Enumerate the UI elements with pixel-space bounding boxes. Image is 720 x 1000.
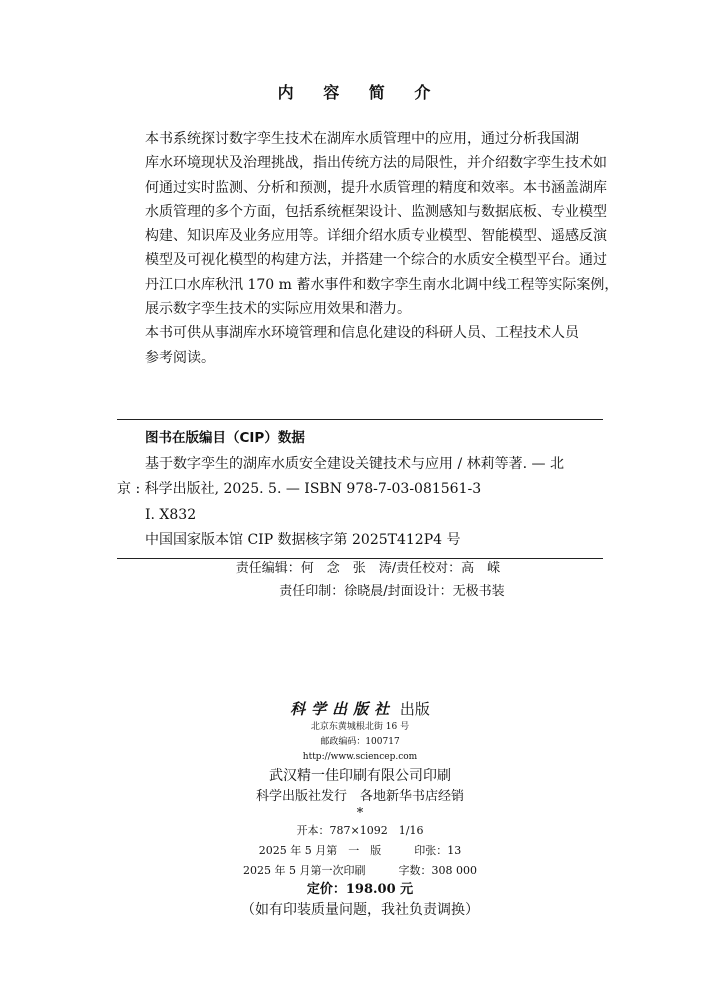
publisher-line [0, 698, 720, 720]
format-line: 开本：787×1092 1/16 [296, 824, 424, 837]
publisher-url: http://www.sciencep.com [302, 752, 418, 762]
summary-paragraph-1 [117, 127, 619, 321]
printing-line: 2025 年 5 月第一次印刷 字数：308 000 [243, 864, 477, 877]
summary-section [117, 127, 619, 370]
cip-data-block [117, 419, 603, 559]
cip-line: 基于数字孪生的湖库水质安全建设关键技术与应用 / 林莉等著. — 北 [145, 455, 564, 472]
price-line: 定价：198.00 元 [306, 882, 414, 897]
publisher-address: 北京东黄城根北街 16 号 [310, 722, 410, 732]
publisher-postcode: 邮政编码：100717 [320, 737, 400, 747]
quality-note: （如有印装质量问题，我社负责调换） [241, 902, 479, 918]
publication-info [0, 698, 720, 921]
separator-star: * [356, 806, 364, 821]
summary-line: 本书系统探讨数字孪生技术在湖库水质管理中的应用，通过分析我国湖 [145, 131, 579, 147]
cip-heading: 图书在版编目（CIP）数据 [145, 430, 305, 446]
publisher-logo: 科学出版社 [290, 700, 396, 718]
summary-line: 库水环境现状及治理挑战，指出传统方法的局限性，并介绍数字孪生技术如 [145, 155, 607, 172]
cip-line: 中国国家版本馆 CIP 数据核字第 2025T412P4 号 [145, 532, 461, 548]
publisher-suffix: 出版 [399, 700, 430, 718]
summary-line: 模型及可视化模型的构建方法，并搭建一个综合的水质安全模型平台。通过 [145, 252, 607, 269]
summary-line: 丹江口水库秋汛 170 m 蓄水事件和数字孪生南水北调中线工程等实际案例， [145, 276, 619, 293]
editor-credits: 责任编辑：何 念 张 涛/责任校对：高 嵘 [235, 561, 501, 576]
print-credits: 责任印制：徐晓晨/封面设计：无极书装 [279, 584, 505, 599]
summary-line: 展示数字孪生技术的实际应用效果和潜力。 [145, 301, 411, 318]
cip-line: 京 : 科学出版社, 2025. 5. — ISBN 978-7-03-081561-3 [117, 481, 482, 497]
printer-line: 武汉精一佳印刷有限公司印刷 [269, 768, 451, 784]
summary-line: 参考阅读。 [145, 349, 215, 366]
summary-line: 何通过实时监测、分析和预测，提升水质管理的精度和效率。本书涵盖湖库 [145, 179, 607, 196]
summary-line: 水质管理的多个方面，包括系统框架设计、监测感知与数据底板、专业模型 [145, 203, 607, 220]
page-title: 内 容 简 介 [277, 83, 443, 102]
edition-line: 2025 年 5 月第 一 版 印张：13 [258, 844, 462, 857]
summary-line: 本书可供从事湖库水环境管理和信息化建设的科研人员、工程技术人员 [145, 325, 579, 342]
summary-paragraph-2 [117, 321, 603, 370]
cip-line: I. X832 [145, 506, 197, 523]
distribution-line: 科学出版社发行 各地新华书店经销 [255, 789, 464, 804]
summary-line: 构建、知识库及业务应用等。详细介绍水质专业模型、智能模型、遥感反演 [145, 228, 607, 245]
